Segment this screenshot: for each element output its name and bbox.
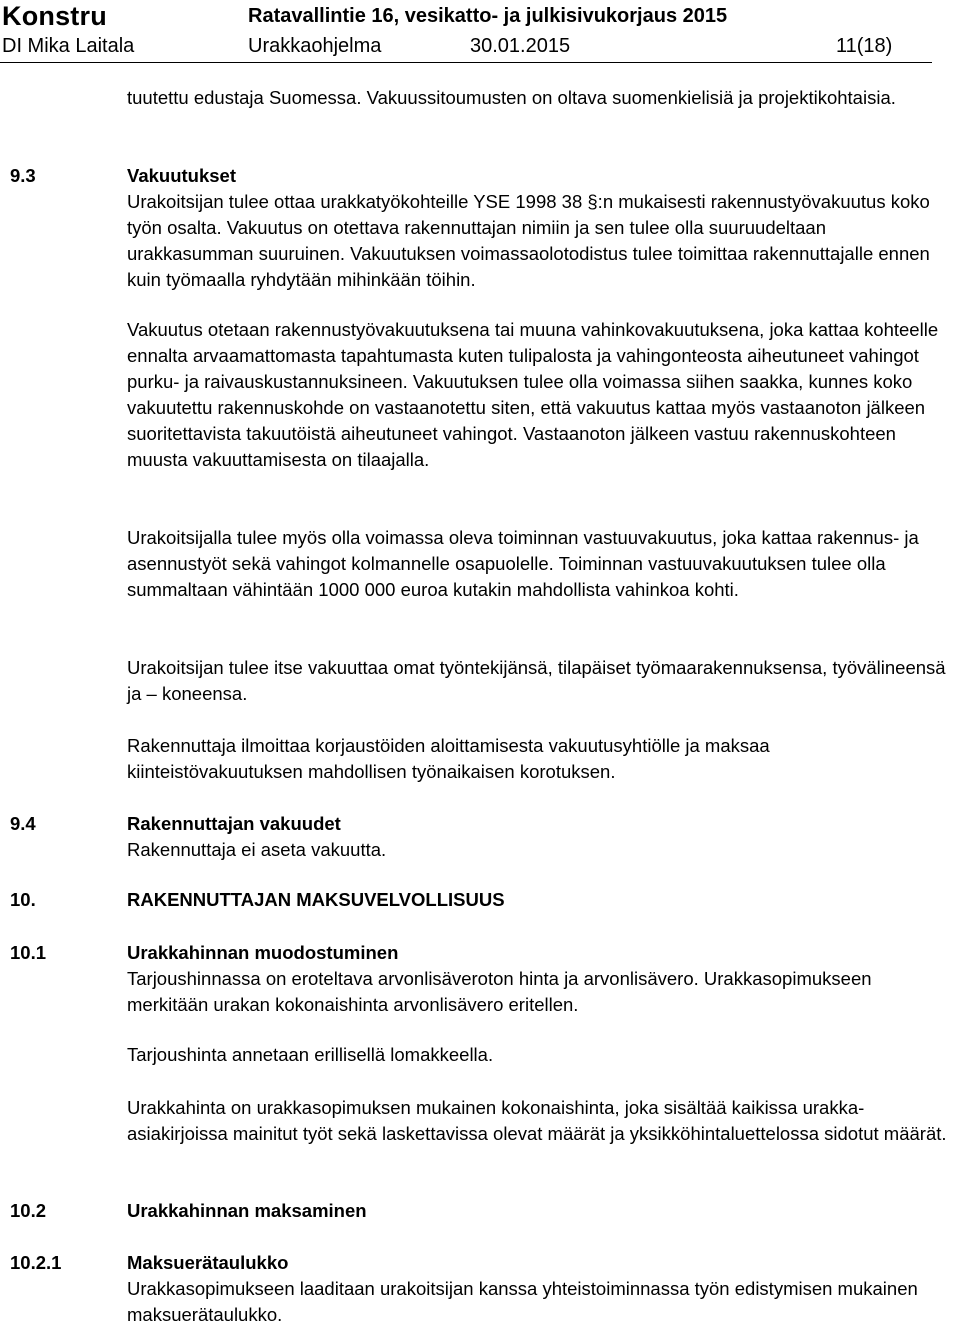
company-name: Konstru bbox=[2, 1, 107, 31]
author-name: DI Mika Laitala bbox=[2, 35, 135, 57]
section-heading-9-3: Vakuutukset bbox=[127, 165, 236, 186]
section-9-3-paragraph-4: Urakoitsijan tulee itse vakuuttaa omat työntekijänsä, tilapäiset työmaarakennuksensa, työvälineensä ja – koneensa. bbox=[127, 657, 946, 704]
document-date: 30.01.2015 bbox=[470, 35, 571, 57]
section-number-10: 10. bbox=[10, 889, 36, 910]
section-10-1-paragraph-2: Tarjoushinta annetaan erillisellä lomakkeella. bbox=[127, 1044, 494, 1065]
section-9-3-paragraph-5: Rakennuttaja ilmoittaa korjaustöiden aloittamisesta vakuutusyhtiölle ja maksaa kiinteistövakuutuksen mahdollisen työnaikaisen korotuksen. bbox=[127, 735, 770, 782]
section-9-3-paragraph-3: Urakoitsijalla tulee myös olla voimassa oleva toiminnan vastuuvakuutus, joka kattaa rakennus- ja asennustyöt sekä vahingot kolmannelle osapuolelle. Toiminnan vastuuvakuutuksen tulee olla summaltaan vähintään 1000 000 euroa kutakin mahdollista vahinkoa kohti. bbox=[127, 527, 919, 600]
section-number-10-2: 10.2 bbox=[10, 1200, 47, 1221]
intro-paragraph: tuutettu edustaja Suomessa. Vakuussitoumusten on oltava suomenkielisiä ja projektikohtaisia. bbox=[127, 87, 896, 108]
section-number-10-2-1: 10.2.1 bbox=[10, 1252, 62, 1273]
page-number: 11(18) bbox=[836, 35, 893, 57]
section-heading-10-2: Urakkahinnan maksaminen bbox=[127, 1200, 367, 1221]
document-name: Urakkaohjelma bbox=[248, 35, 382, 57]
section-10-2-1-paragraph-1: Urakkasopimukseen laaditaan urakoitsijan kanssa yhteistoiminnassa työn edistymisen mukainen maksuerätaulukko. bbox=[127, 1278, 918, 1325]
page-header bbox=[0, 0, 932, 63]
section-number-10-1: 10.1 bbox=[10, 942, 47, 963]
section-heading-9-4: Rakennuttajan vakuudet bbox=[127, 813, 341, 834]
section-heading-10-2-1: Maksuerätaulukko bbox=[127, 1252, 289, 1273]
section-number-9-3: 9.3 bbox=[10, 165, 36, 186]
section-9-4-paragraph-1: Rakennuttaja ei aseta vakuutta. bbox=[127, 839, 387, 860]
section-number-9-4: 9.4 bbox=[10, 813, 36, 834]
section-9-3-paragraph-2: Vakuutus otetaan rakennustyövakuutuksena tai muuna vahinkovakuutuksena, joka kattaa kohteelle ennalta arvaamattomasta tapahtumasta kuten tulipalosta ja vahingonteosta aiheutuneet vahingot purku- ja raivauskustannuksineen. Vakuutuksen tulee olla voimassa siihen saakka, kunnes koko vakuutettu rakennuskohde on vastaanotettu siten, että vakuutus kattaa myös vastaanoton jälkeen suoritettavista takuutöistä aiheutuneet vahingot. Vastaanoton jälkeen vastuu rakennuskohteen muusta vakuuttamisesta on tilaajalla. bbox=[127, 319, 939, 470]
section-heading-10-1: Urakkahinnan muodostuminen bbox=[127, 942, 399, 963]
project-title: Ratavallintie 16, vesikatto- ja julkisivukorjaus 2015 bbox=[248, 5, 728, 27]
section-9-3-paragraph-1: Urakoitsijan tulee ottaa urakkatyökohteille YSE 1998 38 §:n mukaisesti rakennustyövakuutus koko työn osalta. Vakuutus on otettava rakennuttajan nimiin ja sen tulee olla suuruudeltaan urakkasumman suuruinen. Vakuutuksen voimassaolotodistus tulee toimittaa rakennuttajalle ennen kuin työmaalla ryhdytään mihinkään töihin. bbox=[127, 191, 930, 290]
section-10-1-paragraph-1: Tarjoushinnassa on eroteltava arvonlisäveroton hinta ja arvonlisävero. Urakkasopimukseen merkitään urakan kokonaishinta arvonlisävero eritellen. bbox=[127, 968, 872, 1015]
section-10-1-paragraph-3: Urakkahinta on urakkasopimuksen mukainen kokonaishinta, joka sisältää kaikissa urakka-asiakirjoissa mainitut työt sekä laskettavissa olevat määrät ja yksikköhintaluettelossa sidotut määrät. bbox=[127, 1097, 947, 1144]
section-heading-10: RAKENNUTTAJAN MAKSUVELVOLLISUUS bbox=[127, 889, 505, 910]
